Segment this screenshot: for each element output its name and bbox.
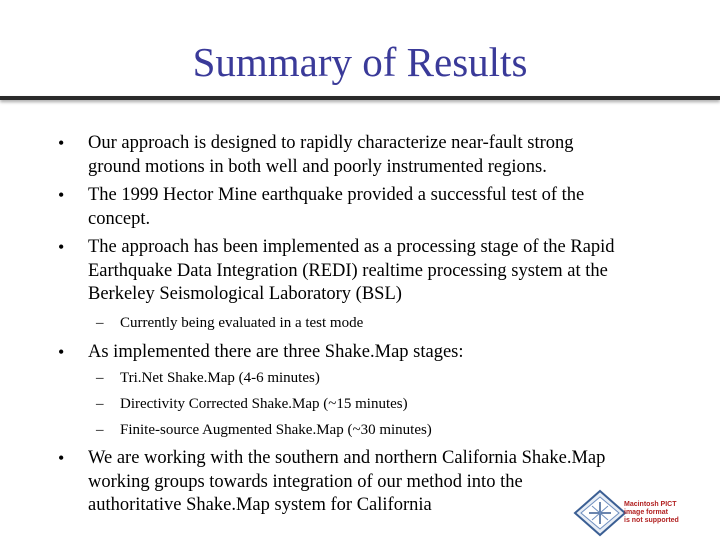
sub-bullet-marker: – <box>96 396 104 412</box>
sub-bullet-marker: – <box>96 315 104 331</box>
sub-bullet-item: Finite-source Augmented Shake.Map (~30 minutes) <box>120 422 432 438</box>
notice-line: Macintosh PICT <box>624 501 677 508</box>
bullet-item <box>88 132 678 179</box>
sub-bullet-item: Currently being evaluated in a test mode <box>120 315 364 331</box>
sub-bullet-marker: – <box>96 422 104 438</box>
bullet-line: concept. <box>88 208 151 229</box>
bullet-line: Earthquake Data Integration (REDI) realtime processing system at the <box>88 260 608 281</box>
bullet-line: ground motions in both well and poorly instrumented regions. <box>88 156 547 177</box>
bullet-marker: • <box>58 448 65 468</box>
notice-line: image format <box>624 509 668 516</box>
bullet-marker: • <box>58 185 65 205</box>
unsupported-image-notice <box>624 501 714 525</box>
bullet-marker: • <box>58 133 65 153</box>
bullet-line: Berkeley Seismological Laboratory (BSL) <box>88 284 402 304</box>
bullet-marker: • <box>58 342 65 362</box>
sub-bullet-item: Tri.Net Shake.Map (4-6 minutes) <box>120 370 320 386</box>
notice-line: is not supported <box>624 517 679 524</box>
bullet-item <box>88 236 678 307</box>
bullet-line: authoritative Shake.Map system for California <box>88 495 432 515</box>
bullet-line: As implemented there are three Shake.Map stages: <box>88 342 464 362</box>
bullet-line: working groups towards integration of our method into the <box>88 471 523 492</box>
bullet-line: The 1999 Hector Mine earthquake provided a successful test of the <box>88 185 585 205</box>
bullet-line: Our approach is designed to rapidly characterize near-fault strong <box>88 133 574 153</box>
sub-bullet-item: Directivity Corrected Shake.Map (~15 minutes) <box>120 396 408 412</box>
bullet-line: We are working with the southern and northern California Shake.Map <box>88 448 606 468</box>
slide-title: Summary of Results <box>192 39 528 85</box>
bullet-item <box>88 184 678 231</box>
sub-bullet-marker: – <box>96 370 104 386</box>
bullet-line: The approach has been implemented as a processing stage of the Rapid <box>88 237 615 257</box>
bullet-item <box>88 341 678 365</box>
macintosh-pict-icon <box>573 489 628 537</box>
bullet-marker: • <box>58 237 65 257</box>
